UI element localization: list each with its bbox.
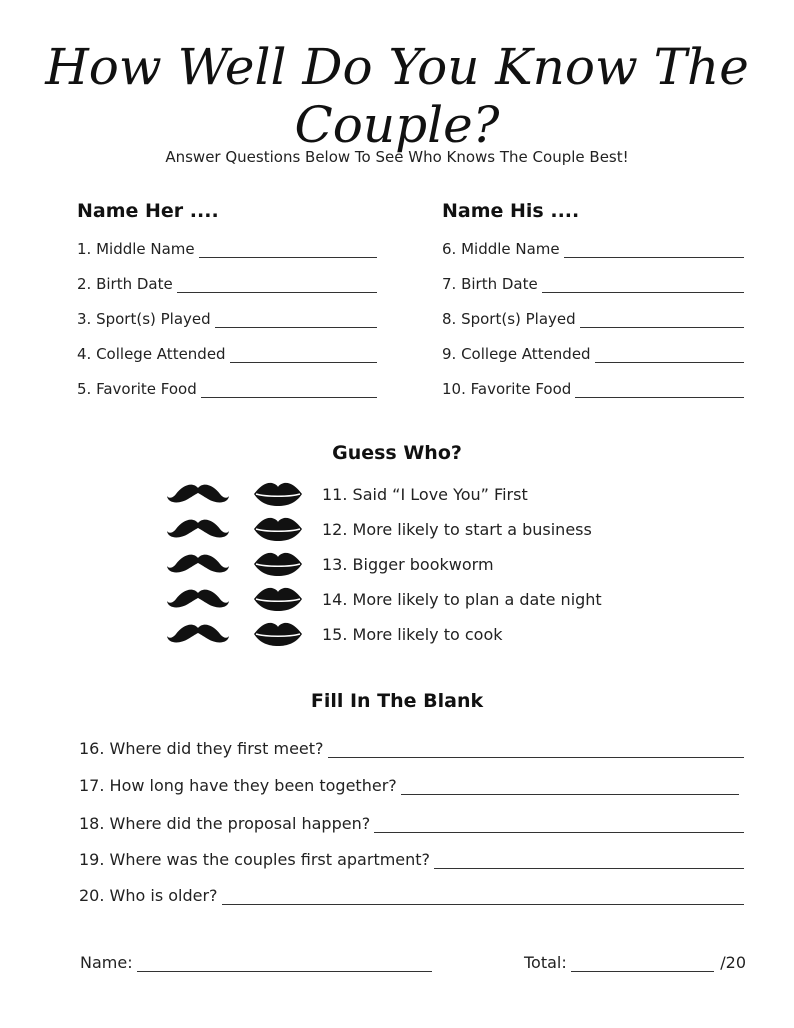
- answer-line[interactable]: [575, 383, 744, 398]
- mustache-icon[interactable]: [166, 517, 230, 541]
- guess-who-heading: Guess Who?: [332, 442, 462, 464]
- fill-blank-row: [79, 813, 744, 833]
- mustache-icon[interactable]: [166, 552, 230, 576]
- her-item-row: [77, 343, 377, 363]
- his-item-label: 9. College Attended: [442, 345, 591, 363]
- mustache-icon[interactable]: [166, 622, 230, 646]
- fill-blank-label: 16. Where did they first meet?: [79, 739, 324, 758]
- her-item-label: 2. Birth Date: [77, 275, 173, 293]
- answer-line[interactable]: [580, 313, 744, 328]
- fill-blank-heading: Fill In The Blank: [310, 690, 484, 712]
- guess-who-item: 14. More likely to plan a date night: [322, 589, 602, 609]
- guess-who-row: [166, 515, 626, 543]
- answer-line[interactable]: [215, 313, 377, 328]
- his-item-row: [442, 273, 744, 293]
- lips-icon[interactable]: [252, 620, 304, 648]
- fill-blank-label: 19. Where was the couples first apartment?: [79, 850, 431, 869]
- answer-line[interactable]: [222, 890, 744, 905]
- fill-blank-row: [79, 849, 744, 869]
- total-label: Total:: [524, 953, 567, 972]
- his-item-label: 10. Favorite Food: [442, 380, 572, 398]
- total-denominator: /20: [720, 953, 746, 972]
- total-line[interactable]: [571, 957, 714, 972]
- guess-who-item: 13. Bigger bookworm: [322, 554, 494, 574]
- answer-line[interactable]: [542, 278, 744, 293]
- guess-who-row: [166, 620, 626, 648]
- name-label: Name:: [80, 953, 133, 972]
- guess-who-item: 12. More likely to start a business: [322, 519, 592, 539]
- fill-blank-row: [79, 885, 744, 905]
- her-item-row: [77, 238, 377, 258]
- her-item-row: [77, 308, 377, 328]
- answer-line[interactable]: [328, 743, 744, 758]
- answer-line[interactable]: [199, 243, 377, 258]
- her-item-label: 1. Middle Name: [77, 240, 195, 258]
- lips-icon[interactable]: [252, 515, 304, 543]
- her-item-label: 3. Sport(s) Played: [77, 310, 211, 328]
- his-item-row: [442, 238, 744, 258]
- guess-who-item: 15. More likely to cook: [322, 624, 503, 644]
- fill-blank-label: 20. Who is older?: [79, 886, 218, 905]
- fill-blank-row: [79, 738, 744, 758]
- his-item-label: 6. Middle Name: [442, 240, 560, 258]
- his-item-label: 8. Sport(s) Played: [442, 310, 576, 328]
- answer-line[interactable]: [201, 383, 377, 398]
- guess-who-row: [166, 480, 626, 508]
- total-row: [524, 952, 746, 972]
- mustache-icon[interactable]: [166, 482, 230, 506]
- her-item-label: 4. College Attended: [77, 345, 226, 363]
- mustache-icon[interactable]: [166, 587, 230, 611]
- lips-icon[interactable]: [252, 480, 304, 508]
- her-heading: Name Her ....: [77, 200, 219, 222]
- her-item-row: [77, 378, 377, 398]
- name-row: [80, 952, 432, 972]
- fill-blank-row: [79, 775, 739, 795]
- answer-line[interactable]: [177, 278, 377, 293]
- lips-icon[interactable]: [252, 550, 304, 578]
- lips-icon[interactable]: [252, 585, 304, 613]
- his-heading: Name His ....: [442, 200, 580, 222]
- guess-who-row: [166, 550, 626, 578]
- guess-who-row: [166, 585, 626, 613]
- answer-line[interactable]: [230, 348, 377, 363]
- answer-line[interactable]: [401, 780, 739, 795]
- fill-blank-label: 18. Where did the proposal happen?: [79, 814, 371, 833]
- his-item-label: 7. Birth Date: [442, 275, 538, 293]
- her-item-row: [77, 273, 377, 293]
- name-line[interactable]: [137, 957, 432, 972]
- answer-line[interactable]: [434, 854, 744, 869]
- his-item-row: [442, 343, 744, 363]
- page-title: How Well Do You Know The Couple?: [45, 38, 749, 154]
- his-item-row: [442, 378, 744, 398]
- his-item-row: [442, 308, 744, 328]
- answer-line[interactable]: [374, 818, 744, 833]
- answer-line[interactable]: [564, 243, 744, 258]
- fill-blank-label: 17. How long have they been together?: [79, 776, 397, 795]
- guess-who-item: 11. Said “I Love You” First: [322, 484, 528, 504]
- her-item-label: 5. Favorite Food: [77, 380, 197, 398]
- page-subtitle: Answer Questions Below To See Who Knows The Couple Best!: [165, 148, 629, 166]
- answer-line[interactable]: [595, 348, 744, 363]
